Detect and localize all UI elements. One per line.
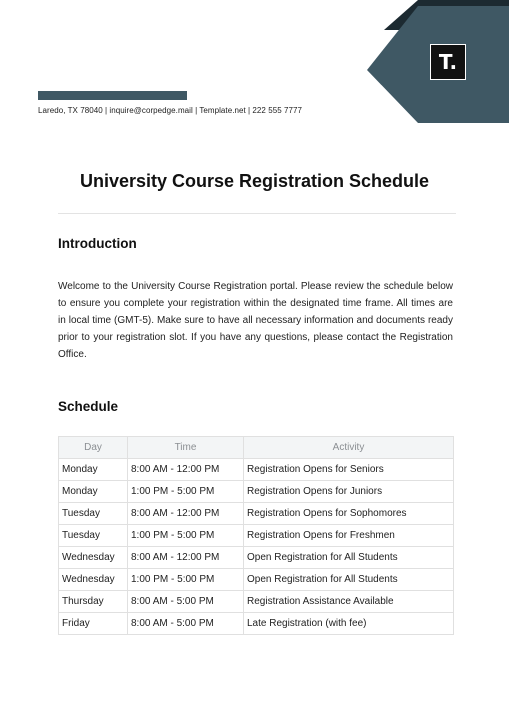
table-row [59, 503, 454, 525]
activity-cell: Open Registration for All Students [244, 569, 454, 591]
day-cell: Thursday [59, 591, 128, 613]
schedule-heading: Schedule [58, 399, 119, 414]
schedule-table-body [59, 459, 454, 635]
introduction-paragraph: Welcome to the University Course Registration portal. Please review the schedule below to ensure you complete your registration within the designated time frame. All times are in local time (GMT-5). Make sure to have all necessary information and documents ready prior to your registration slot. If you have any questions, please contact the Registration Office. [58, 281, 453, 360]
activity-cell: Registration Opens for Sophomores [244, 503, 454, 525]
activity-cell: Registration Opens for Seniors [244, 459, 454, 481]
schedule-table-header [59, 437, 454, 459]
table-row [59, 613, 454, 635]
table-header-row [59, 437, 454, 459]
time-cell: 8:00 AM - 5:00 PM [128, 591, 244, 613]
contact-info: Laredo, TX 78040 | inquire@corpedge.mail | Template.net | 222 555 7777 [38, 106, 302, 115]
day-cell: Tuesday [59, 525, 128, 547]
day-cell: Wednesday [59, 569, 128, 591]
activity-cell: Open Registration for All Students [244, 547, 454, 569]
table-row [59, 547, 454, 569]
day-cell: Wednesday [59, 547, 128, 569]
time-cell: 1:00 PM - 5:00 PM [128, 525, 244, 547]
schedule-table [58, 436, 454, 635]
day-cell: Monday [59, 459, 128, 481]
title-divider [58, 213, 456, 214]
day-cell: Tuesday [59, 503, 128, 525]
activity-cell: Late Registration (with fee) [244, 613, 454, 635]
header-accent-bar [38, 91, 187, 100]
table-row [59, 525, 454, 547]
table-row [59, 481, 454, 503]
column-header-activity: Activity [244, 437, 454, 459]
activity-cell: Registration Opens for Freshmen [244, 525, 454, 547]
time-cell: 8:00 AM - 12:00 PM [128, 503, 244, 525]
time-cell: 8:00 AM - 5:00 PM [128, 613, 244, 635]
activity-cell: Registration Assistance Available [244, 591, 454, 613]
introduction-heading: Introduction [58, 236, 137, 251]
column-header-time: Time [128, 437, 244, 459]
day-cell: Monday [59, 481, 128, 503]
brand-logo [430, 44, 466, 80]
column-header-day: Day [59, 437, 128, 459]
activity-cell: Registration Opens for Juniors [244, 481, 454, 503]
document-title: University Course Registration Schedule [79, 171, 430, 191]
time-cell: 8:00 AM - 12:00 PM [128, 547, 244, 569]
time-cell: 1:00 PM - 5:00 PM [128, 569, 244, 591]
day-cell: Friday [59, 613, 128, 635]
time-cell: 8:00 AM - 12:00 PM [128, 459, 244, 481]
table-row [59, 591, 454, 613]
table-row [59, 459, 454, 481]
time-cell: 1:00 PM - 5:00 PM [128, 481, 244, 503]
logo-letter: T. [438, 50, 458, 74]
table-row [59, 569, 454, 591]
